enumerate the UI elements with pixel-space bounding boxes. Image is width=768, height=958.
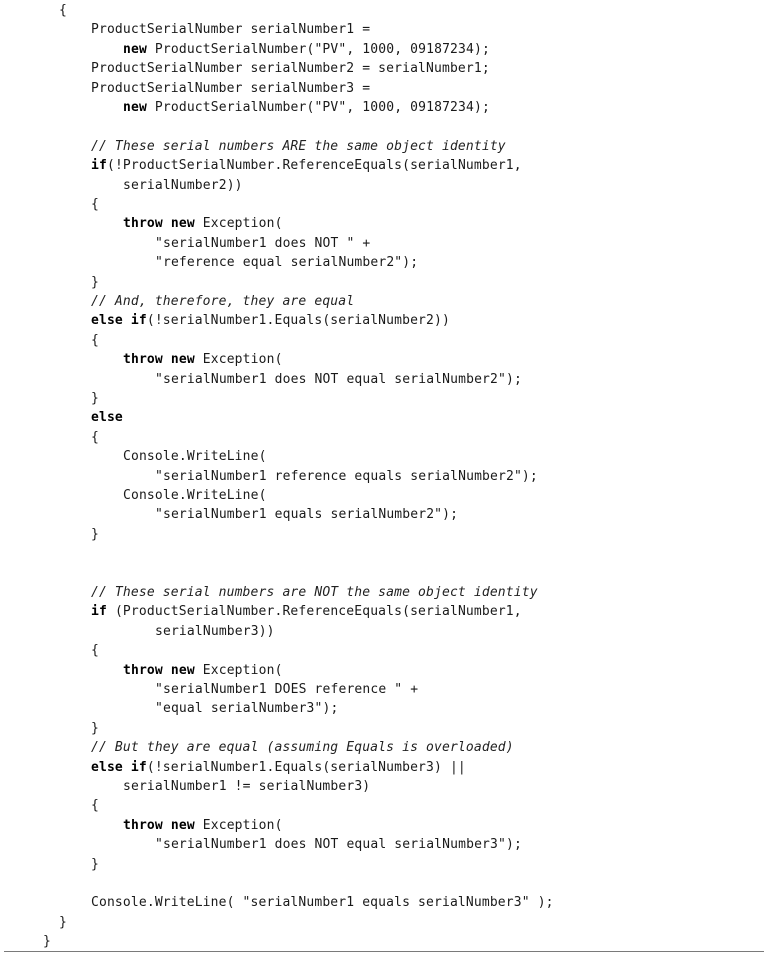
code-line: [123, 661, 283, 680]
code-line: [123, 350, 283, 369]
code-text: ProductSerialNumber serialNumber2 = serialNumber1;: [91, 61, 490, 77]
code-keyword: throw new: [123, 817, 195, 833]
code-line: [91, 311, 450, 330]
code-line: [91, 893, 554, 912]
code-text: Exception(: [194, 662, 283, 678]
code-text: }: [59, 914, 67, 930]
code-text: (!ProductSerialNumber.ReferenceEquals(serialNumber1,: [106, 158, 522, 174]
code-keyword: throw new: [123, 216, 195, 232]
code-text: (ProductSerialNumber.ReferenceEquals(serialNumber1,: [106, 604, 522, 620]
code-text: "serialNumber1 equals serialNumber2");: [155, 507, 459, 523]
code-line: [123, 816, 283, 835]
code-comment: // But they are equal (assuming Equals is overloaded): [91, 740, 514, 756]
code-line: [43, 932, 51, 951]
code-line: [155, 253, 418, 272]
code-text: ProductSerialNumber("PV", 1000, 09187234);: [146, 41, 490, 57]
code-line: [91, 137, 506, 156]
code-text: "equal serialNumber3");: [155, 701, 339, 717]
code-text: serialNumber3)): [155, 623, 275, 639]
code-keyword: throw new: [123, 662, 195, 678]
code-keyword: else if: [91, 313, 147, 329]
code-keyword: else: [91, 410, 123, 426]
code-text: ProductSerialNumber serialNumber3 =: [91, 80, 371, 96]
code-text: ProductSerialNumber serialNumber1 =: [91, 22, 371, 38]
code-line: [91, 156, 522, 175]
code-keyword: new: [123, 41, 147, 57]
code-text: {: [91, 197, 99, 212]
code-line: [59, 1, 67, 20]
code-text: serialNumber1 != serialNumber3): [123, 779, 371, 794]
code-keyword: if: [91, 158, 107, 174]
code-line: [91, 20, 370, 39]
code-line: [91, 59, 490, 78]
code-comment: // And, therefore, they are equal: [91, 294, 355, 309]
code-line: [91, 796, 99, 815]
code-text: }: [91, 391, 99, 406]
code-line: [91, 331, 99, 350]
code-line: [123, 486, 267, 505]
code-text: Console.WriteLine(: [123, 488, 267, 503]
code-text: }: [91, 526, 99, 542]
code-line: [155, 234, 370, 253]
code-line: [155, 699, 338, 718]
bottom-divider: [4, 951, 764, 952]
code-text: Exception(: [194, 817, 283, 833]
code-line: [123, 176, 243, 195]
code-text: ProductSerialNumber("PV", 1000, 09187234);: [146, 100, 490, 115]
code-line: [91, 602, 522, 621]
code-line: [91, 408, 123, 427]
code-text: {: [59, 3, 67, 18]
code-text: }: [91, 856, 99, 872]
code-text: }: [91, 274, 99, 290]
code-line: [91, 719, 99, 738]
code-line: [91, 195, 99, 214]
code-line: [123, 98, 490, 117]
code-text: "serialNumber1 does NOT equal serialNumber2");: [155, 371, 522, 387]
code-text: {: [91, 332, 99, 348]
code-text: {: [91, 798, 99, 814]
code-line: [91, 583, 538, 602]
code-line: [123, 447, 267, 466]
code-line: [155, 505, 458, 524]
code-text: "serialNumber1 does NOT " +: [155, 235, 371, 251]
code-text: Console.WriteLine( "serialNumber1 equals serialNumber3" );: [91, 895, 554, 911]
code-line: [155, 370, 522, 389]
code-line: [123, 214, 283, 233]
code-comment: // These serial numbers are NOT the same object identity: [91, 585, 538, 600]
code-line: [91, 428, 99, 447]
code-line: [91, 758, 466, 777]
code-line: [91, 389, 99, 408]
code-line: [91, 292, 354, 311]
code-line: [91, 641, 99, 660]
code-text: (!serialNumber1.Equals(serialNumber2)): [146, 313, 450, 329]
code-line: [91, 273, 99, 292]
code-line: [155, 835, 522, 854]
code-text: Console.WriteLine(: [123, 449, 267, 465]
code-line: [91, 79, 370, 98]
code-text: Exception(: [194, 216, 283, 232]
code-keyword: throw new: [123, 352, 195, 368]
code-line: [123, 777, 370, 796]
code-text: {: [91, 429, 99, 445]
code-line: [59, 913, 67, 932]
code-text: Exception(: [194, 352, 283, 368]
code-line: [155, 680, 418, 699]
code-line: [91, 855, 99, 874]
code-text: "serialNumber1 does NOT equal serialNumber3");: [155, 837, 522, 853]
code-text: {: [91, 643, 99, 659]
code-line: [155, 467, 538, 486]
code-line: [91, 738, 514, 757]
code-line: [91, 525, 99, 544]
code-text: }: [91, 720, 99, 736]
code-text: (!serialNumber1.Equals(serialNumber3) ||: [146, 759, 466, 775]
code-text: "serialNumber1 DOES reference " +: [155, 682, 419, 697]
code-line: [123, 40, 490, 59]
code-keyword: new: [123, 100, 147, 115]
code-text: "serialNumber1 reference equals serialNumber2");: [155, 468, 538, 484]
code-comment: // These serial numbers ARE the same object identity: [91, 138, 506, 154]
code-text: }: [43, 934, 51, 950]
code-line: [155, 622, 275, 641]
code-text: "reference equal serialNumber2");: [155, 255, 419, 271]
code-text: serialNumber2)): [123, 177, 243, 193]
code-keyword: else if: [91, 759, 147, 775]
code-keyword: if: [91, 604, 107, 620]
